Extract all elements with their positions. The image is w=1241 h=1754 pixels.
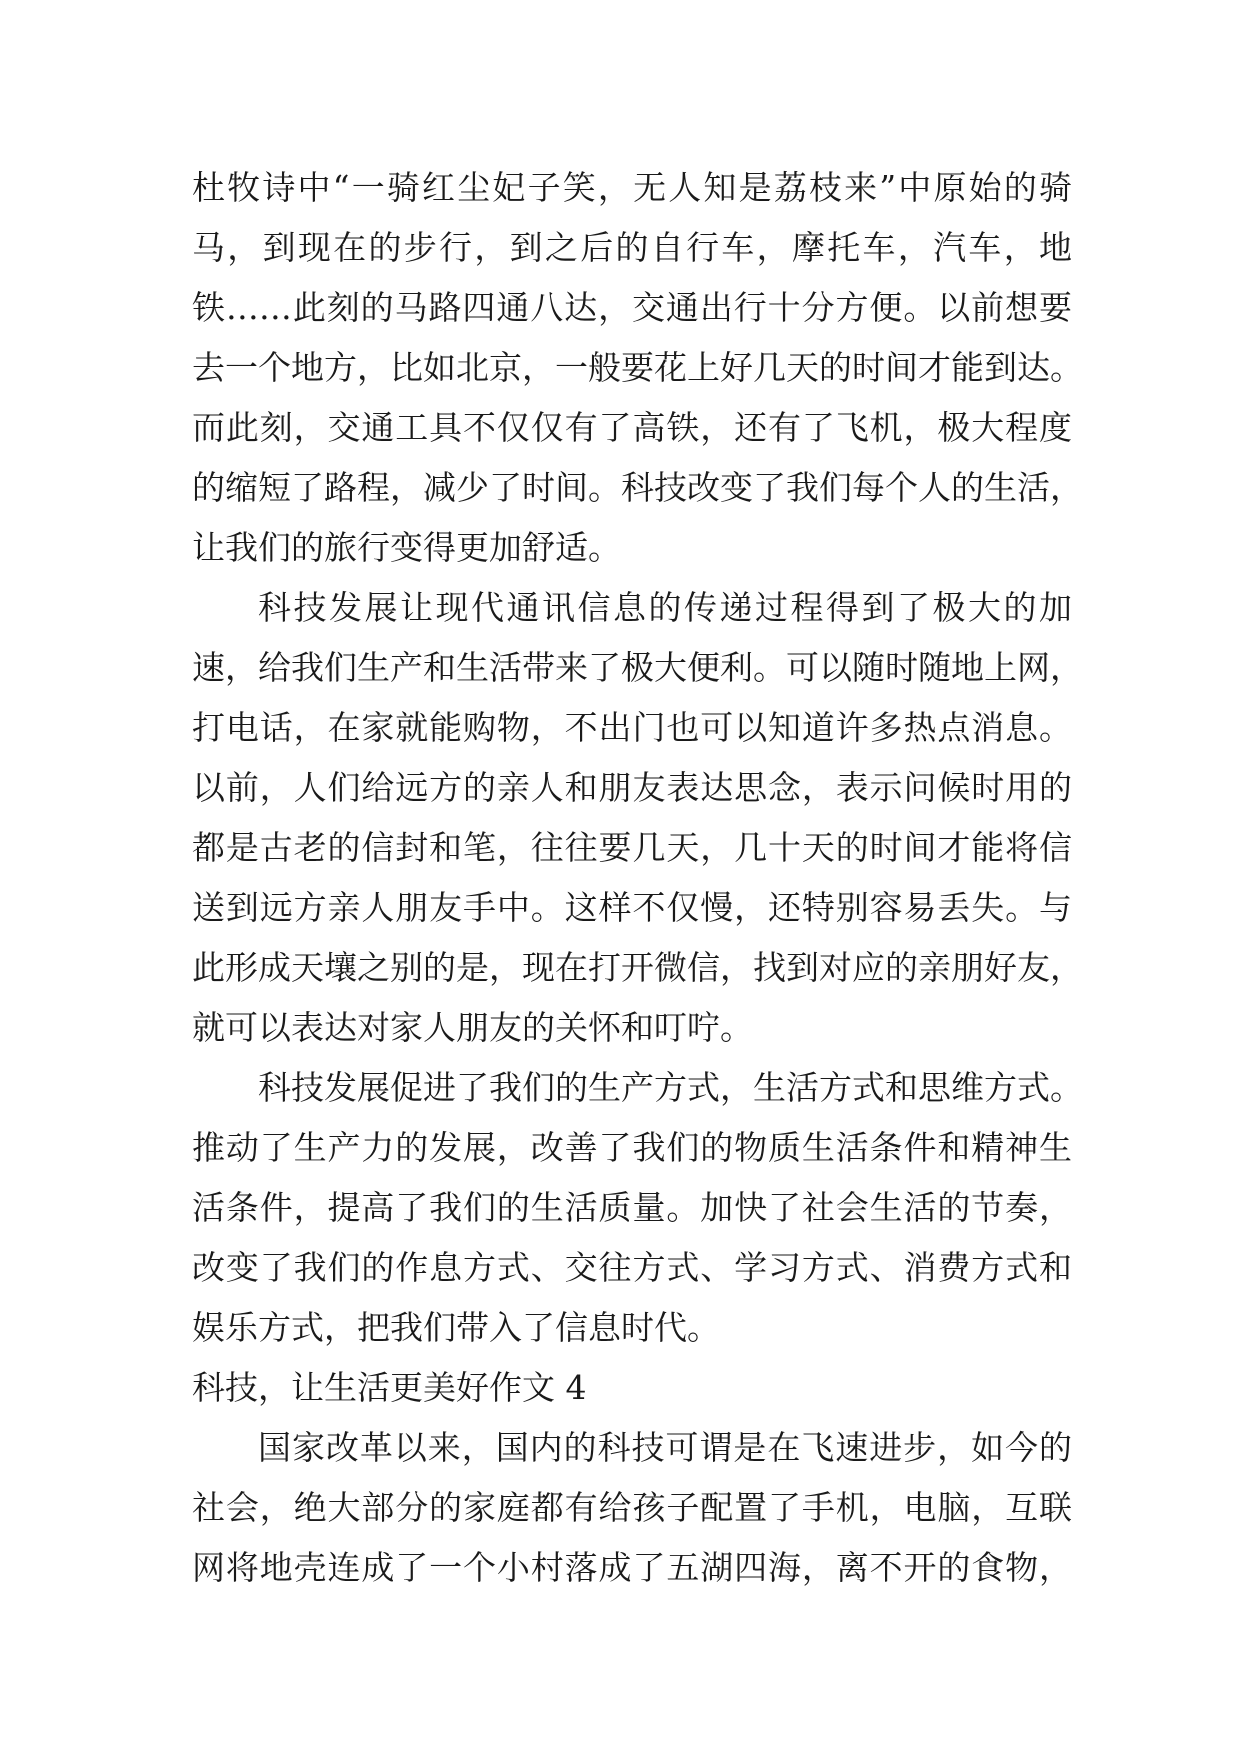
text-line: 此形成天壤之别的是，现在打开微信，找到对应的亲朋好友， (192, 948, 1083, 987)
text-line: 马，到现在的步行，到之后的自行车，摩托车，汽车，地 (192, 228, 1072, 267)
section-heading (192, 1358, 1072, 1418)
text-line: 活条件，提高了我们的生活质量。加快了社会生活的节奏， (192, 1188, 1072, 1227)
text-line: 速，给我们生产和生活带来了极大便利。可以随时随地上网， (192, 648, 1083, 687)
text-line: 而此刻，交通工具不仅仅有了高铁，还有了飞机，极大程度 (192, 408, 1072, 447)
paragraph-2 (192, 578, 1083, 1058)
paragraph-4 (192, 1418, 1072, 1598)
paragraph-1 (192, 158, 1083, 578)
text-line: 送到远方亲人朋友手中。这样不仅慢，还特别容易丢失。与 (192, 888, 1072, 927)
text-line: 改变了我们的作息方式、交往方式、学习方式、消费方式和 (192, 1248, 1072, 1287)
text-line: 科技发展促进了我们的生产方式，生活方式和思维方式。 (258, 1068, 1083, 1107)
text-line: 娱乐方式，把我们带入了信息时代。 (192, 1308, 720, 1347)
paragraph-3 (192, 1058, 1083, 1358)
text-line: 去一个地方，比如北京，一般要花上好几天的时间才能到达。 (192, 348, 1083, 387)
document-body (192, 158, 1083, 1598)
text-line: 科技发展让现代通讯信息的传递过程得到了极大的加 (258, 588, 1072, 627)
text-line: 打电话，在家就能购物，不出门也可以知道许多热点消息。 (192, 708, 1072, 747)
text-line: 国家改革以来，国内的科技可谓是在飞速进步，如今的 (258, 1428, 1072, 1467)
text-line: 以前，人们给远方的亲人和朋友表达思念，表示问候时用的 (192, 768, 1072, 807)
text-line: 推动了生产力的发展，改善了我们的物质生活条件和精神生 (192, 1128, 1072, 1167)
text-line: 铁……此刻的马路四通八达，交通出行十分方便。以前想要 (192, 288, 1072, 327)
text-line: 的缩短了路程，减少了时间。科技改变了我们每个人的生活， (192, 468, 1083, 507)
text-line: 杜牧诗中“一骑红尘妃子笑，无人知是荔枝来”中原始的骑 (192, 168, 1072, 207)
text-line: 网将地壳连成了一个小村落成了五湖四海，离不开的食物， (192, 1548, 1072, 1587)
section-heading-text: 科技，让生活更美好作文 4 (192, 1368, 587, 1407)
text-line: 都是古老的信封和笔，往往要几天，几十天的时间才能将信 (192, 828, 1072, 867)
text-line: 让我们的旅行变得更加舒适。 (192, 528, 621, 567)
text-line: 就可以表达对家人朋友的关怀和叮咛。 (192, 1008, 753, 1047)
text-line: 社会，绝大部分的家庭都有给孩子配置了手机，电脑，互联 (192, 1488, 1072, 1527)
